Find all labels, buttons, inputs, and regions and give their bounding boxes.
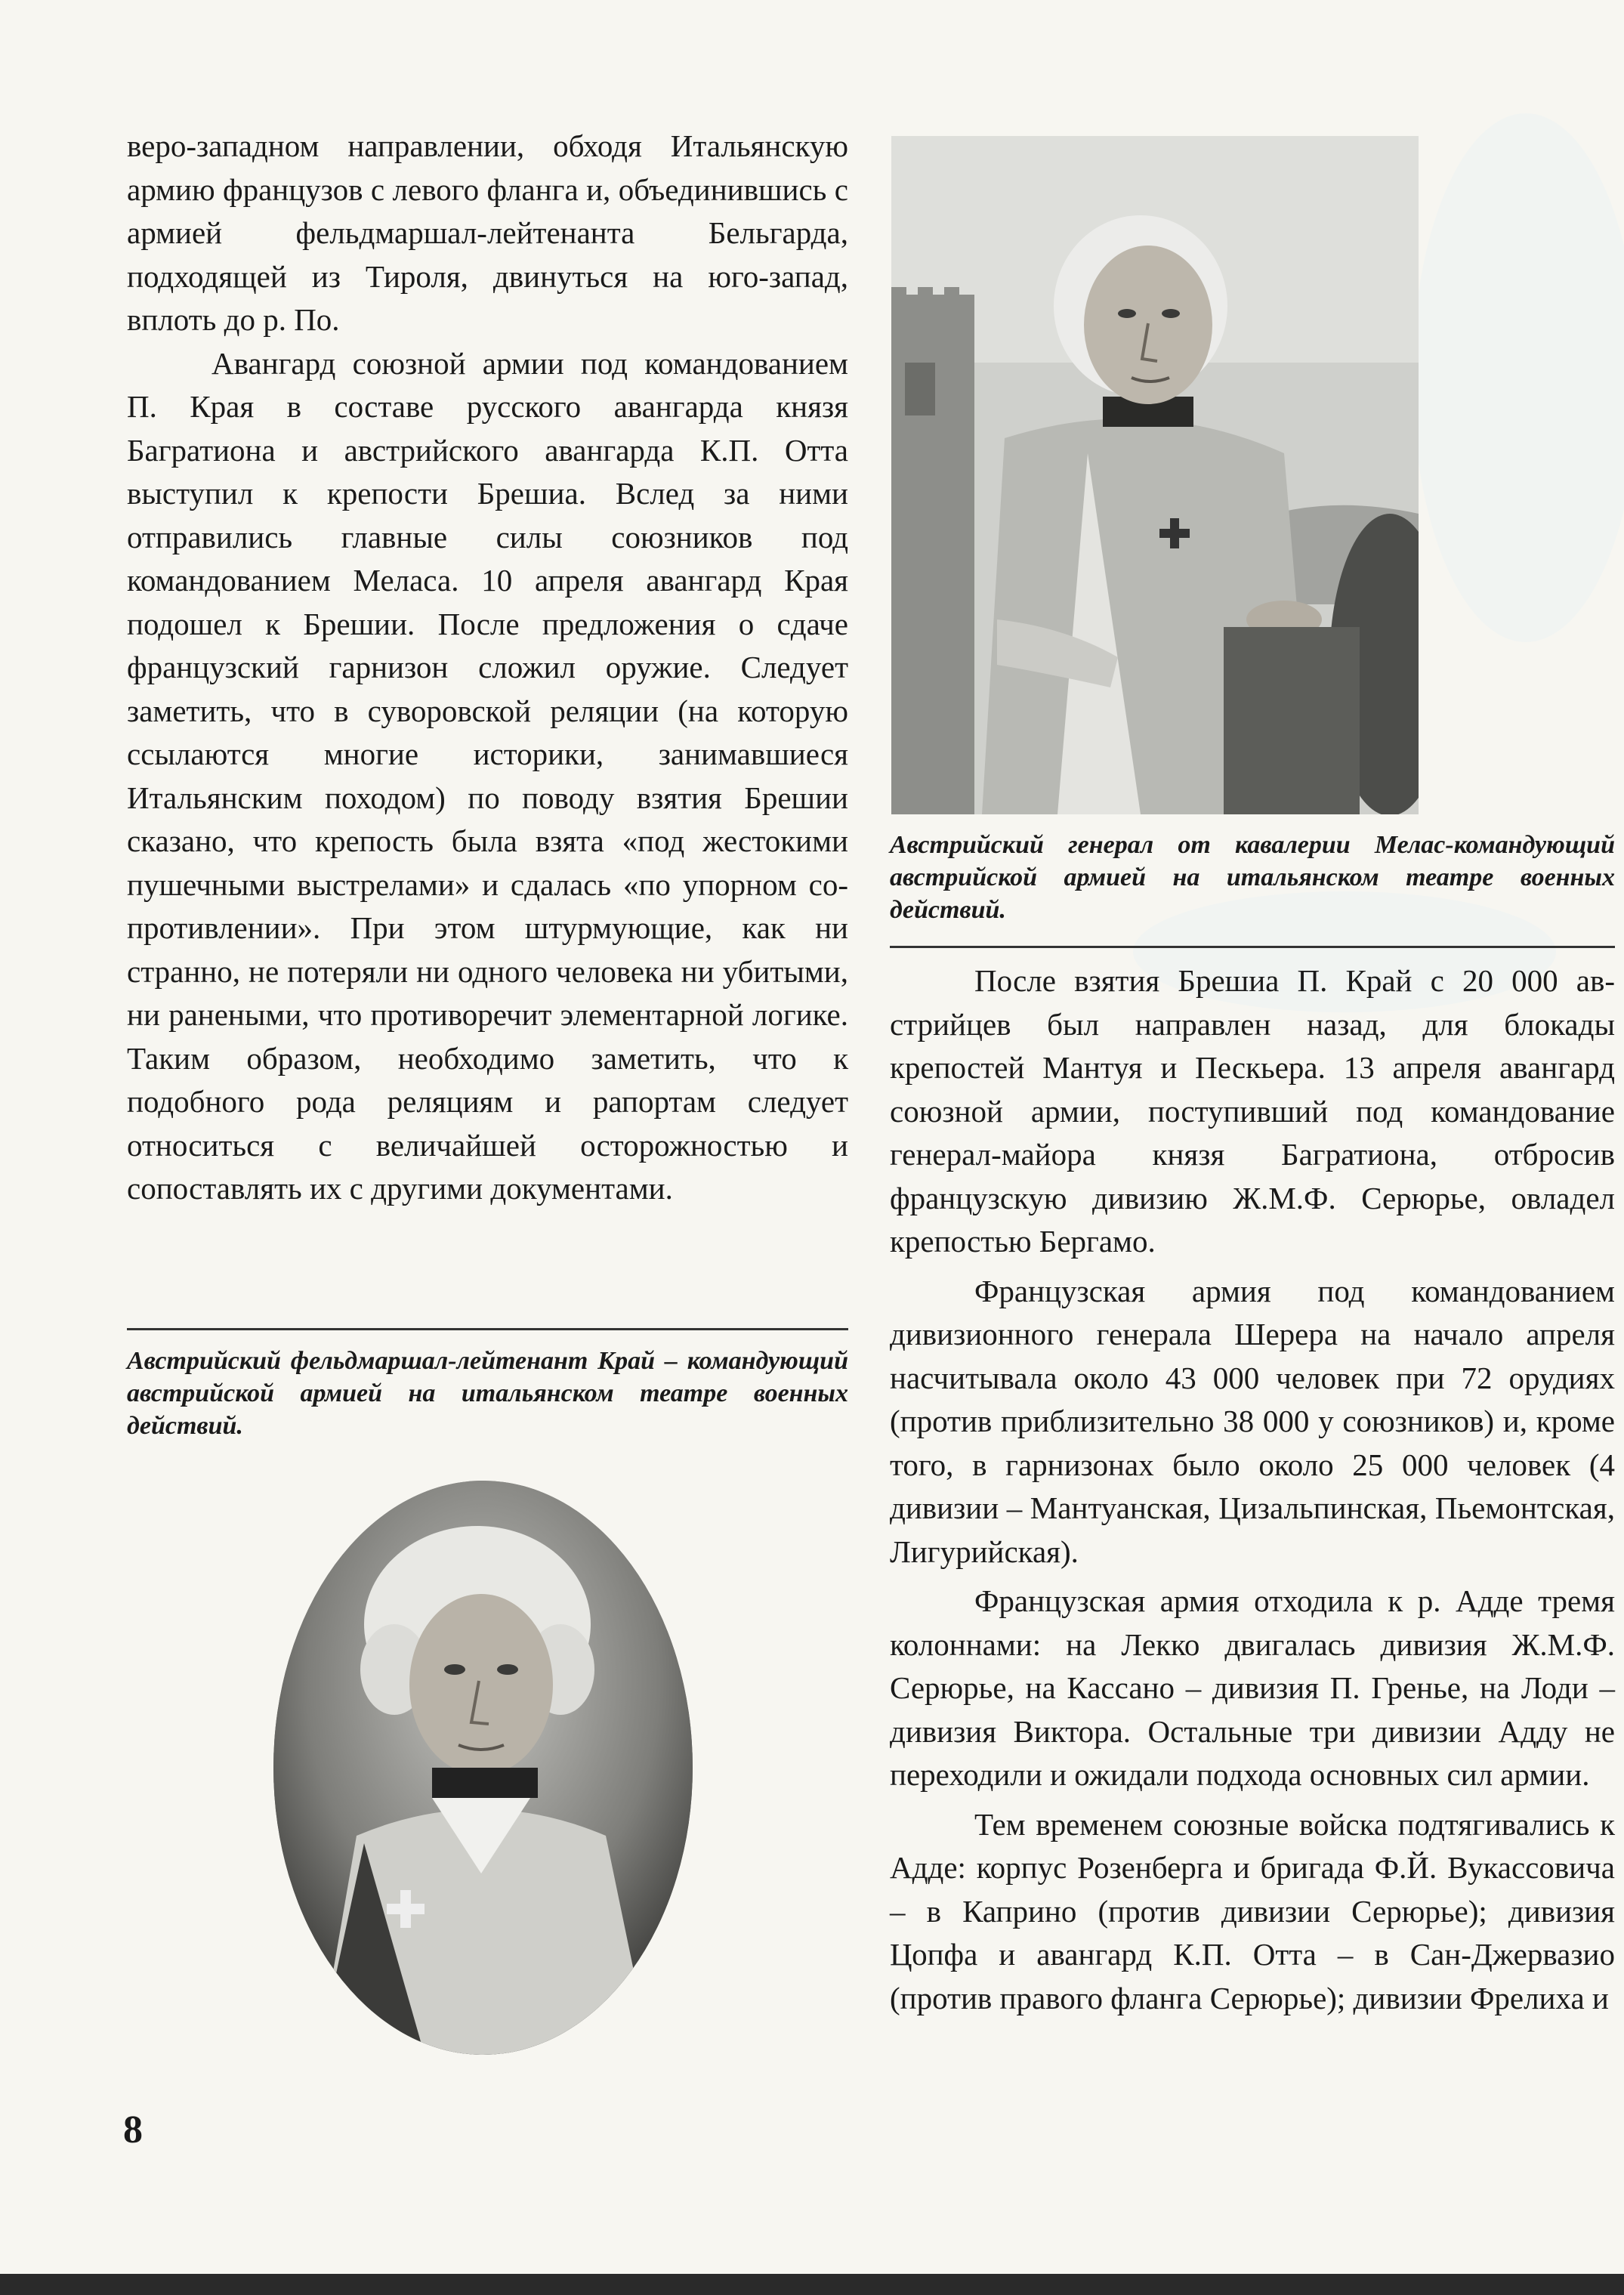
paragraph: Французская армия под командованием дивизионного генерала Шерера на начало апреля насчитывала около 43 000 человек при 72 орудиях (против приблизительно 38 000 у союзников) и, кроме того, в гарнизонах было около 25 000 человек (4 дивизии – Мантуанская, Цизальпинская, Пьемонтская, Лигурийская). [890,1273,1615,1569]
caption-melas [890,829,1615,926]
left-column [127,125,848,1211]
right-column [890,959,1615,2026]
caption-text: Австрийский фельдмаршал-лейтенант Край – командующий австрийской армией на итальянском театре военных действий. [127,1347,848,1440]
paragraph: Тем временем союзные войска подтягивались к Адде: корпус Розенберга и бригада Ф.Й. Вукассовича – в Каприно (против дивизии Серюрье); дивизия Цопфа и авангард К.П. Отта – в Сан-Джервазио (против правого фланга Серюрье); дивизии Фрелиха и [890,1806,1615,2015]
caption-kray [127,1345,848,1442]
caption-rule [127,1328,848,1330]
caption-rule [890,946,1615,948]
portrait-melas-drawing [891,136,1419,814]
paragraph: Авангард союзной армии под командованием П. Края в составе русского авангарда князя Багратиона и австрийского авангарда К.П. Отта выступил к крепости Брешиа. Вслед за ними отправились главные силы союзников под командованием Меласа. 10 апреля авангард Края подошел к Брешии. После предложения о сдаче французский гарнизон сложил оружие. Следует заметить, что в суворовской реляции (на которую ссылаются многие историки, занимавшиеся Итальянским походом) по поводу взятия Брешии сказано, что крепость была взята «под жестокими пушечными выстрелами» и сдалась «по упорном сопротивлении». При этом штурмующие, как ни странно, не потеряли ни одного человека ни убитыми, ни ранеными, что противоречит элементарной логике. Таким образом, необходимо заметить, что к подобного рода реляциям и рапортам следует относиться с величайшей осторожностью и сопоставлять их с другими документами. [127,345,848,1206]
paragraph: Французская армия отходила к р. Адде тремя колоннами: на Лекко двигалась дивизия Ж.М.Ф. Серюрье, на Кассано – дивизия П. Гренье, на Лоди – дивизия Виктора. Остальные три дивизии Адду не переходили и ожидали подхода основных сил армии. [890,1583,1615,1792]
portrait-kray-image [273,1481,693,2055]
scan-edge [0,2274,1624,2295]
paragraph: веро-западном направлении, обходя Итальянскую армию французов с левого фланга и, объединившись с армией фельдмаршал-лейтенанта Бельгарда, подходящей из Тироля, двинуться на юго-запад, вплоть до р. По. [127,128,848,337]
portrait-kray-drawing [273,1481,693,2055]
page-number: 8 [123,2108,143,2151]
paragraph: После взятия Брешиа П. Край с 20 000 австрийцев был направлен назад, для блокады крепостей Мантуя и Пескьера. 13 апреля авангард союзной армии, поступивший под командование генерал-майора князя Багратиона, отбросив французскую дивизию Ж.М.Ф. Серюрье, овладел крепостью Бергамо. [890,963,1615,1259]
bleed-through-tint [1413,113,1624,642]
portrait-melas-image [891,136,1419,814]
caption-text: Австрийский генерал от кавалерии Мелас-командующий австрийской армией на итальянском театре военных действий. [890,831,1615,924]
